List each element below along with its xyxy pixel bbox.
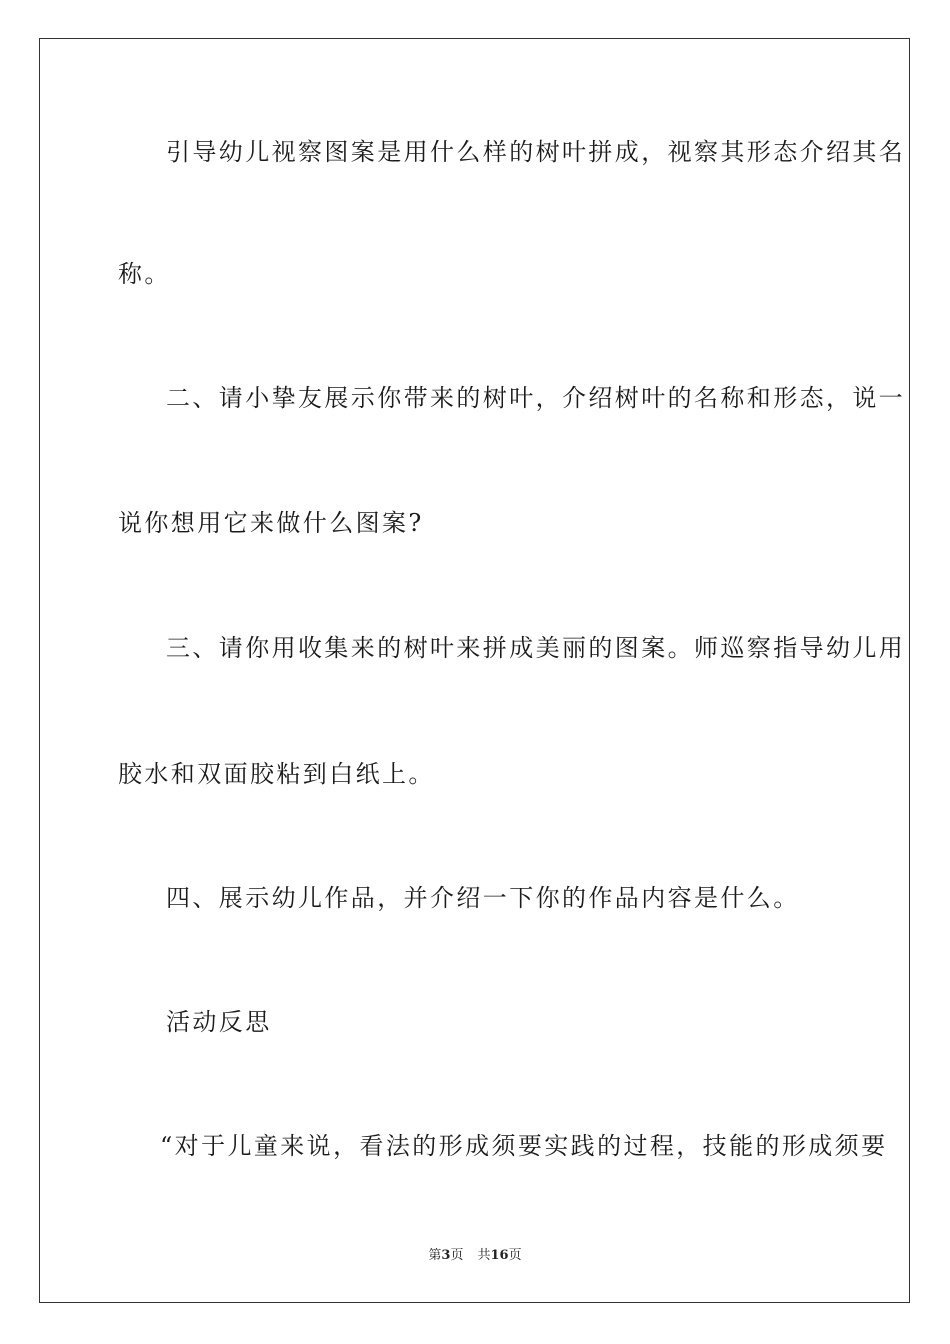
footer-total-pages: 16 (490, 1248, 509, 1263)
paragraph-2-line-2: 说你想用它来做什么图案? (118, 509, 424, 537)
paragraph-4-line-1: 四、展示幼儿作品，并介绍一下你的作品内容是什么。 (166, 884, 800, 912)
page-footer (0, 1247, 950, 1265)
footer-total-prefix: 共 (477, 1248, 491, 1263)
paragraph-1-line-2: 称。 (118, 260, 171, 288)
footer-page-suffix: 页 (450, 1248, 464, 1263)
paragraph-2-line-1: 二、请小挚友展示你带来的树叶，介绍树叶的名称和形态，说一 (166, 384, 906, 412)
section-heading-reflection: 活动反思 (166, 1008, 272, 1036)
footer-current-page: 3 (441, 1248, 451, 1263)
footer-prefix: 第 (428, 1248, 442, 1263)
paragraph-5-line-1: “对于儿童来说，看法的形成须要实践的过程，技能的形成须要 (160, 1132, 888, 1160)
paragraph-1-line-1: 引导幼儿视察图案是用什么样的树叶拼成，视察其形态介绍其名 (166, 138, 906, 166)
paragraph-3-line-1: 三、请你用收集来的树叶来拼成美丽的图案。师巡察指导幼儿用 (166, 634, 906, 662)
paragraph-3-line-2: 胶水和双面胶粘到白纸上。 (118, 760, 435, 788)
footer-total-suffix: 页 (508, 1248, 522, 1263)
page-border (39, 38, 910, 1303)
